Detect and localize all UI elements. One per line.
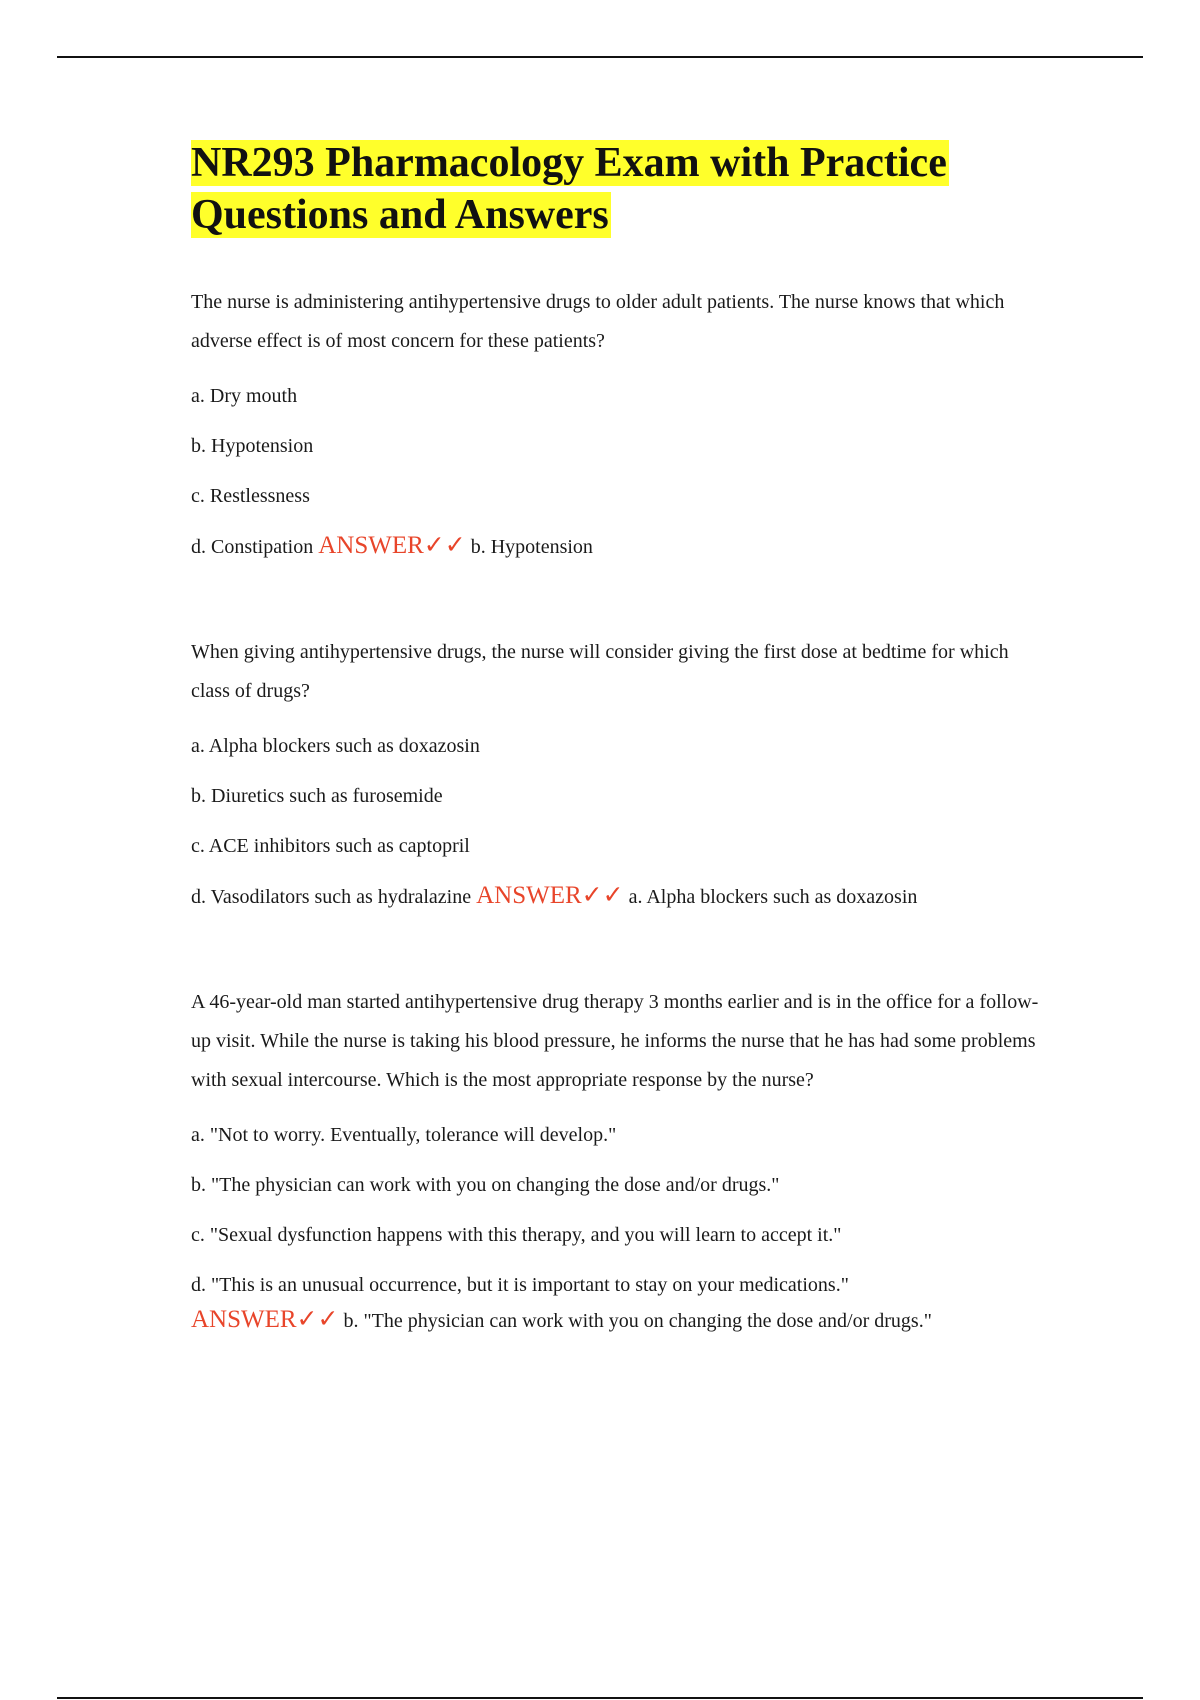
- answer-text: b. "The physician can work with you on changing the dose and/or drugs.": [343, 1310, 932, 1332]
- question-stem: The nurse is administering antihypertensive drugs to older adult patients. The nurse knows that which adverse effect is of most concern for these patients?: [191, 291, 1005, 352]
- question-block-3: [191, 983, 1051, 1337]
- option-b: b. Hypotension: [191, 435, 314, 457]
- option-d-with-answer: [191, 530, 1051, 563]
- option-d: d. Vasodilators such as hydralazine: [191, 886, 472, 908]
- answer-label: ANSWER✓✓: [318, 532, 466, 559]
- top-rule: [57, 56, 1143, 58]
- question-stem: When giving antihypertensive drugs, the nurse will consider giving the first dose at bedtime for which class of drugs?: [191, 641, 1009, 702]
- option-a: a. "Not to worry. Eventually, tolerance will develop.": [191, 1124, 617, 1146]
- bottom-rule: [57, 1697, 1143, 1699]
- option-b: b. "The physician can work with you on changing the dose and/or drugs.": [191, 1174, 780, 1196]
- question-stem: A 46-year-old man started antihypertensive drug therapy 3 months earlier and is in the office for a follow-up visit. While the nurse is taking his blood pressure, he informs the nurse that he has had some problems with sexual intercourse. Which is the most appropriate response by the nurse?: [191, 991, 1039, 1091]
- answer-line: [191, 1304, 1051, 1337]
- answer-label: ANSWER✓✓: [191, 1306, 339, 1333]
- title-line-2: Questions and Answers: [191, 192, 609, 238]
- question-block-2: [191, 633, 1051, 913]
- option-b: b. Diuretics such as furosemide: [191, 785, 443, 807]
- document-body: [191, 137, 1051, 1337]
- answer-label: ANSWER✓✓: [476, 882, 624, 909]
- document-title: [191, 137, 1051, 241]
- option-c: c. "Sexual dysfunction happens with this therapy, and you will learn to accept it.": [191, 1224, 842, 1246]
- option-d: d. Constipation: [191, 536, 314, 558]
- option-c: c. Restlessness: [191, 485, 310, 507]
- option-d-with-answer: [191, 880, 1051, 913]
- option-a: a. Dry mouth: [191, 385, 298, 407]
- answer-text: a. Alpha blockers such as doxazosin: [628, 886, 918, 908]
- option-a: a. Alpha blockers such as doxazosin: [191, 735, 480, 757]
- option-c: c. ACE inhibitors such as captopril: [191, 835, 470, 857]
- answer-text: b. Hypotension: [470, 536, 593, 558]
- title-line-1: NR293 Pharmacology Exam with Practice: [191, 140, 947, 186]
- option-d: d. "This is an unusual occurrence, but it is important to stay on your medications.": [191, 1274, 849, 1296]
- question-block-1: [191, 283, 1051, 563]
